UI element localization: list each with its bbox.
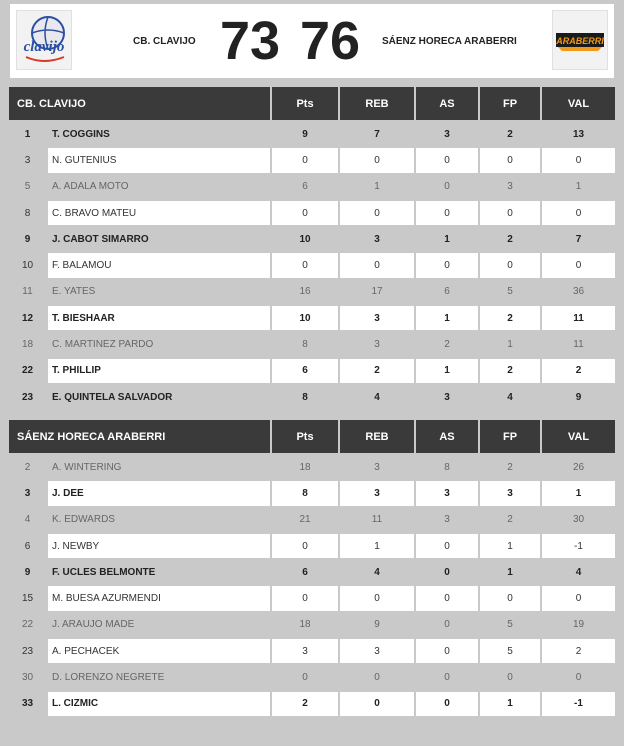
player-number: 8 [24, 207, 31, 219]
player-number: 18 [21, 339, 34, 351]
player-name: F. UCLES BELMONTE [52, 566, 156, 578]
player-reb: 3 [340, 639, 414, 663]
player-fp: 4 [507, 391, 513, 403]
player-as: 2 [444, 339, 450, 351]
col-header-fp: FP [480, 420, 540, 453]
home-team-logo [16, 10, 72, 70]
player-reb: 0 [340, 201, 414, 225]
player-val: 11 [573, 339, 584, 351]
away-boxscore-table [9, 420, 616, 718]
player-name: E. QUINTELA SALVADOR [52, 391, 173, 403]
player-val: 36 [572, 286, 585, 298]
player-number: 6 [24, 540, 31, 552]
player-pts: 6 [272, 359, 338, 383]
player-pts: 2 [272, 692, 338, 716]
player-pts: 21 [299, 514, 311, 526]
player-val: 19 [572, 619, 585, 631]
player-val: 7 [575, 233, 582, 245]
away-table-header [9, 420, 616, 453]
player-fp: 1 [507, 339, 513, 351]
table-row [9, 201, 616, 225]
player-as: 0 [444, 566, 450, 578]
player-name: A. WINTERING [52, 461, 122, 473]
player-name: K. EDWARDS [52, 514, 115, 526]
away-team-logo [552, 10, 608, 70]
home-table-title: CB. CLAVIJO [9, 87, 270, 120]
player-name: T. COGGINS [52, 128, 110, 140]
table-row [9, 280, 616, 304]
player-val: 0 [542, 201, 615, 225]
table-row [9, 586, 616, 610]
player-pts: 0 [302, 672, 308, 684]
player-fp: 2 [507, 128, 513, 140]
player-as: 3 [444, 128, 450, 140]
player-val: 2 [542, 639, 615, 663]
col-header-reb: REB [340, 87, 414, 120]
player-number: 9 [24, 233, 31, 245]
player-val: 0 [542, 586, 615, 610]
player-reb: 3 [374, 461, 380, 473]
away-team-name: SÁENZ HORECA ARABERRI [382, 36, 517, 47]
player-as: 0 [444, 181, 450, 193]
player-val: 26 [572, 461, 585, 473]
player-fp: 3 [507, 181, 513, 193]
player-pts: 8 [302, 391, 308, 403]
player-val: 1 [542, 481, 615, 505]
basketball-logo-icon [18, 13, 70, 67]
player-name: E. YATES [52, 286, 96, 298]
player-pts: 18 [299, 619, 311, 631]
col-header-fp: FP [480, 87, 540, 120]
player-pts: 10 [299, 233, 311, 245]
player-pts: 6 [302, 181, 308, 193]
table-row [9, 455, 616, 479]
table-row [9, 481, 616, 505]
table-row [9, 359, 616, 383]
player-number: 22 [21, 365, 34, 377]
table-row [9, 613, 616, 637]
table-row [9, 122, 616, 146]
player-fp: 0 [480, 253, 540, 277]
player-as: 1 [416, 359, 478, 383]
player-as: 0 [416, 201, 478, 225]
player-fp: 2 [480, 359, 540, 383]
player-name: A. ADALA MOTO [52, 181, 129, 193]
player-val: -1 [542, 534, 615, 558]
table-row [9, 385, 616, 409]
scoreboard-header [10, 4, 614, 78]
player-number: 4 [24, 514, 31, 526]
player-fp: 2 [507, 233, 513, 245]
table-row [9, 665, 616, 689]
home-team-name: CB. CLAVIJO [133, 36, 196, 47]
player-val: 0 [542, 148, 615, 172]
svg-text:ARABERRI: ARABERRI [556, 36, 604, 46]
player-number: 23 [21, 645, 34, 657]
player-val: -1 [542, 692, 615, 716]
player-number: 10 [21, 260, 34, 272]
player-number: 23 [21, 391, 34, 403]
player-name: A. PECHACEK [48, 639, 270, 663]
table-row [9, 148, 616, 172]
player-name: F. BALAMOU [48, 253, 270, 277]
player-fp: 2 [507, 514, 513, 526]
player-as: 1 [444, 233, 450, 245]
table-row [9, 253, 616, 277]
player-reb: 7 [374, 128, 380, 140]
player-val: 13 [572, 128, 585, 140]
player-name: N. GUTENIUS [48, 148, 270, 172]
player-val: 11 [542, 306, 615, 330]
player-pts: 16 [299, 286, 311, 298]
player-number: 9 [24, 566, 31, 578]
player-name: L. CIZMIC [48, 692, 270, 716]
player-as: 0 [416, 639, 478, 663]
player-pts: 8 [302, 339, 308, 351]
table-row [9, 175, 616, 199]
player-reb: 11 [371, 514, 383, 526]
player-as: 0 [416, 534, 478, 558]
player-val: 2 [542, 359, 615, 383]
player-reb: 0 [374, 672, 380, 684]
player-reb: 4 [374, 566, 380, 578]
player-fp: 1 [507, 566, 513, 578]
player-name: M. BUESA AZURMENDI [48, 586, 270, 610]
player-reb: 3 [340, 306, 414, 330]
player-number: 30 [21, 672, 34, 684]
player-number: 22 [21, 619, 34, 631]
player-as: 0 [416, 148, 478, 172]
araberri-logo-icon [554, 13, 606, 67]
player-fp: 2 [507, 461, 513, 473]
player-name: C. MARTINEZ PARDO [52, 339, 154, 351]
player-number: 3 [24, 487, 31, 499]
player-pts: 10 [272, 306, 338, 330]
table-row [9, 306, 616, 330]
player-fp: 2 [480, 306, 540, 330]
player-number: 15 [21, 593, 34, 605]
player-fp: 5 [507, 619, 513, 631]
table-row [9, 508, 616, 532]
table-row [9, 560, 616, 584]
player-pts: 0 [272, 253, 338, 277]
home-table-header [9, 87, 616, 120]
player-reb: 3 [374, 339, 380, 351]
player-val: 30 [572, 514, 585, 526]
player-as: 3 [416, 481, 478, 505]
player-fp: 1 [480, 534, 540, 558]
svg-text:clavijo: clavijo [23, 39, 65, 55]
away-table-title: SÁENZ HORECA ARABERRI [9, 420, 270, 453]
player-pts: 8 [272, 481, 338, 505]
away-score: 76 [300, 11, 361, 71]
player-fp: 5 [480, 639, 540, 663]
player-name: J. CABOT SIMARRO [52, 233, 149, 245]
player-as: 0 [416, 586, 478, 610]
player-number: 3 [24, 154, 31, 166]
player-pts: 6 [302, 566, 308, 578]
player-pts: 18 [299, 461, 311, 473]
table-row [9, 639, 616, 663]
col-header-as: AS [416, 420, 478, 453]
col-header-pts: Pts [272, 87, 338, 120]
player-reb: 0 [340, 586, 414, 610]
player-reb: 0 [340, 148, 414, 172]
player-reb: 1 [340, 534, 414, 558]
col-header-val: VAL [542, 87, 615, 120]
table-row [9, 227, 616, 251]
player-number: 33 [21, 698, 34, 710]
player-val: 4 [575, 566, 582, 578]
player-val: 9 [575, 391, 582, 403]
player-number: 1 [24, 128, 31, 140]
player-number: 5 [24, 181, 31, 193]
player-name: J. ARAUJO MADE [52, 619, 135, 631]
col-header-pts: Pts [272, 420, 338, 453]
player-val: 1 [575, 181, 582, 193]
player-as: 6 [444, 286, 450, 298]
player-as: 0 [444, 672, 450, 684]
player-name: T. BIESHAAR [48, 306, 270, 330]
table-row [9, 332, 616, 356]
player-pts: 0 [272, 586, 338, 610]
player-reb: 2 [340, 359, 414, 383]
player-pts: 0 [272, 148, 338, 172]
player-reb: 0 [340, 692, 414, 716]
player-val: 0 [575, 672, 582, 684]
player-as: 3 [444, 391, 450, 403]
player-fp: 1 [480, 692, 540, 716]
player-fp: 3 [480, 481, 540, 505]
table-row [9, 692, 616, 716]
player-fp: 0 [480, 148, 540, 172]
player-number: 12 [21, 312, 34, 324]
col-header-val: VAL [542, 420, 615, 453]
col-header-as: AS [416, 87, 478, 120]
player-fp: 0 [480, 586, 540, 610]
player-name: C. BRAVO MATEU [48, 201, 270, 225]
player-as: 1 [416, 306, 478, 330]
player-val: 0 [542, 253, 615, 277]
player-as: 0 [416, 692, 478, 716]
player-name: T. PHILLIP [48, 359, 270, 383]
player-name: J. NEWBY [48, 534, 270, 558]
player-pts: 9 [302, 128, 308, 140]
player-number: 11 [22, 286, 33, 298]
player-as: 0 [416, 253, 478, 277]
player-as: 8 [444, 461, 450, 473]
player-fp: 0 [480, 201, 540, 225]
player-fp: 5 [507, 286, 513, 298]
player-reb: 1 [374, 181, 380, 193]
player-as: 3 [444, 514, 450, 526]
player-name: J. DEE [48, 481, 270, 505]
home-score: 73 [220, 11, 281, 71]
home-boxscore-table [9, 87, 616, 411]
player-reb: 0 [340, 253, 414, 277]
player-pts: 0 [272, 201, 338, 225]
player-reb: 3 [374, 233, 380, 245]
player-reb: 3 [340, 481, 414, 505]
player-reb: 9 [374, 619, 380, 631]
player-pts: 0 [272, 534, 338, 558]
col-header-reb: REB [340, 420, 414, 453]
player-name: D. LORENZO NEGRETE [52, 672, 165, 684]
player-as: 0 [444, 619, 450, 631]
player-fp: 0 [507, 672, 513, 684]
player-pts: 3 [272, 639, 338, 663]
player-reb: 4 [374, 391, 380, 403]
player-reb: 17 [371, 286, 383, 298]
table-row [9, 534, 616, 558]
player-number: 2 [24, 461, 31, 473]
